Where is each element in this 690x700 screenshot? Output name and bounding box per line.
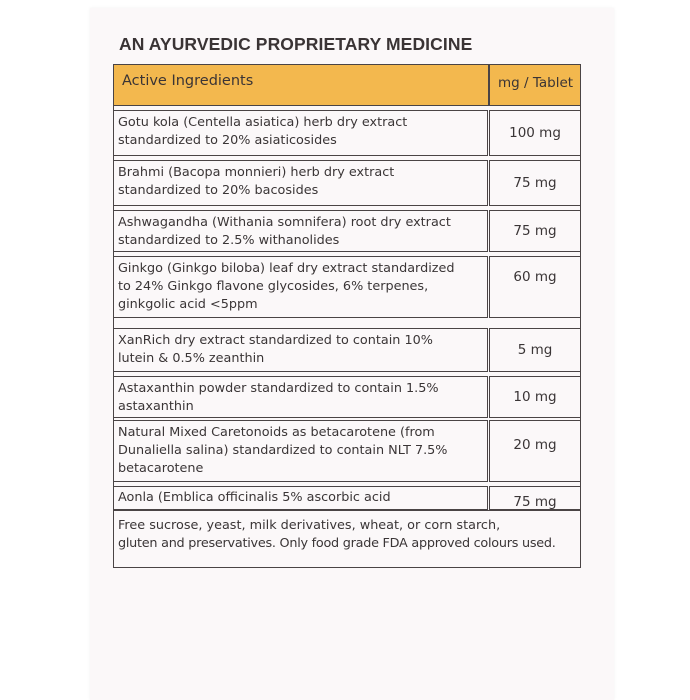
- footnote: [113, 510, 581, 568]
- table-row: [113, 160, 581, 206]
- footnote-text: gluten and preservatives. Only food grade FDA approved colours used.: [118, 536, 556, 551]
- page-title: AN AYURVEDIC PROPRIETARY MEDICINE: [119, 34, 473, 54]
- amount-cell: 60 mg: [489, 256, 581, 318]
- amount-cell: 5 mg: [489, 328, 581, 372]
- table-row: [113, 486, 581, 510]
- table-row: [113, 256, 581, 318]
- ingredient-text: Gotu kola (Centella asiatica) herb dry extract: [118, 115, 408, 130]
- ingredient-text: XanRich dry extract standardized to contain 10%: [118, 333, 433, 348]
- ingredient-text: ginkgolic acid <5ppm: [118, 297, 258, 312]
- table-row: [113, 420, 581, 482]
- ingredient-text: Aonla (Emblica officinalis 5% ascorbic acid: [118, 490, 391, 505]
- amount-cell: 75 mg: [489, 486, 581, 510]
- ingredient-cell: [113, 110, 488, 156]
- footnote-text: Free sucrose, yeast, milk derivatives, wheat, or corn starch,: [118, 518, 501, 533]
- ingredient-text: Ashwagandha (Withania somnifera) root dry extract: [118, 215, 451, 230]
- table-row: [113, 210, 581, 252]
- ingredient-text: standardized to 20% bacosides: [118, 183, 319, 198]
- ingredient-text: Brahmi (Bacopa monnieri) herb dry extract: [118, 165, 395, 180]
- ingredient-cell: [113, 160, 488, 206]
- ingredient-text: astaxanthin: [118, 399, 194, 414]
- ingredient-cell: [113, 210, 488, 252]
- ingredient-text: Ginkgo (Ginkgo biloba) leaf dry extract standardized: [118, 261, 455, 276]
- ingredient-text: lutein & 0.5% zeanthin: [118, 351, 265, 366]
- ingredient-cell: [113, 256, 488, 318]
- column-header-amount: mg / Tablet: [498, 75, 574, 91]
- ingredient-cell: [113, 420, 488, 482]
- amount-cell: 75 mg: [489, 160, 581, 206]
- table-row: [113, 110, 581, 156]
- amount-cell: 100 mg: [489, 110, 581, 156]
- ingredient-text: standardized to 2.5% withanolides: [118, 233, 340, 248]
- header-divider: [488, 64, 490, 106]
- amount-cell: 20 mg: [489, 420, 581, 482]
- amount-cell: 10 mg: [489, 376, 581, 418]
- ingredient-cell: [113, 486, 488, 510]
- ingredient-text: standardized to 20% asiaticosides: [118, 133, 337, 148]
- ingredient-cell: [113, 328, 488, 372]
- table-row: [113, 328, 581, 372]
- ingredient-text: betacarotene: [118, 461, 204, 476]
- ingredient-text: Astaxanthin powder standardized to contain 1.5%: [118, 381, 439, 396]
- table-row: [113, 376, 581, 418]
- amount-cell: 75 mg: [489, 210, 581, 252]
- ingredient-cell: [113, 376, 488, 418]
- ingredient-text: Dunaliella salina) standardized to contain NLT 7.5%: [118, 443, 448, 458]
- ingredient-text: Natural Mixed Caretonoids as betacarotene (from: [118, 425, 435, 440]
- ingredient-text: to 24% Ginkgo flavone glycosides, 6% terpenes,: [118, 279, 429, 294]
- column-header-ingredient: Active Ingredients: [122, 73, 254, 89]
- table-header: [113, 64, 581, 106]
